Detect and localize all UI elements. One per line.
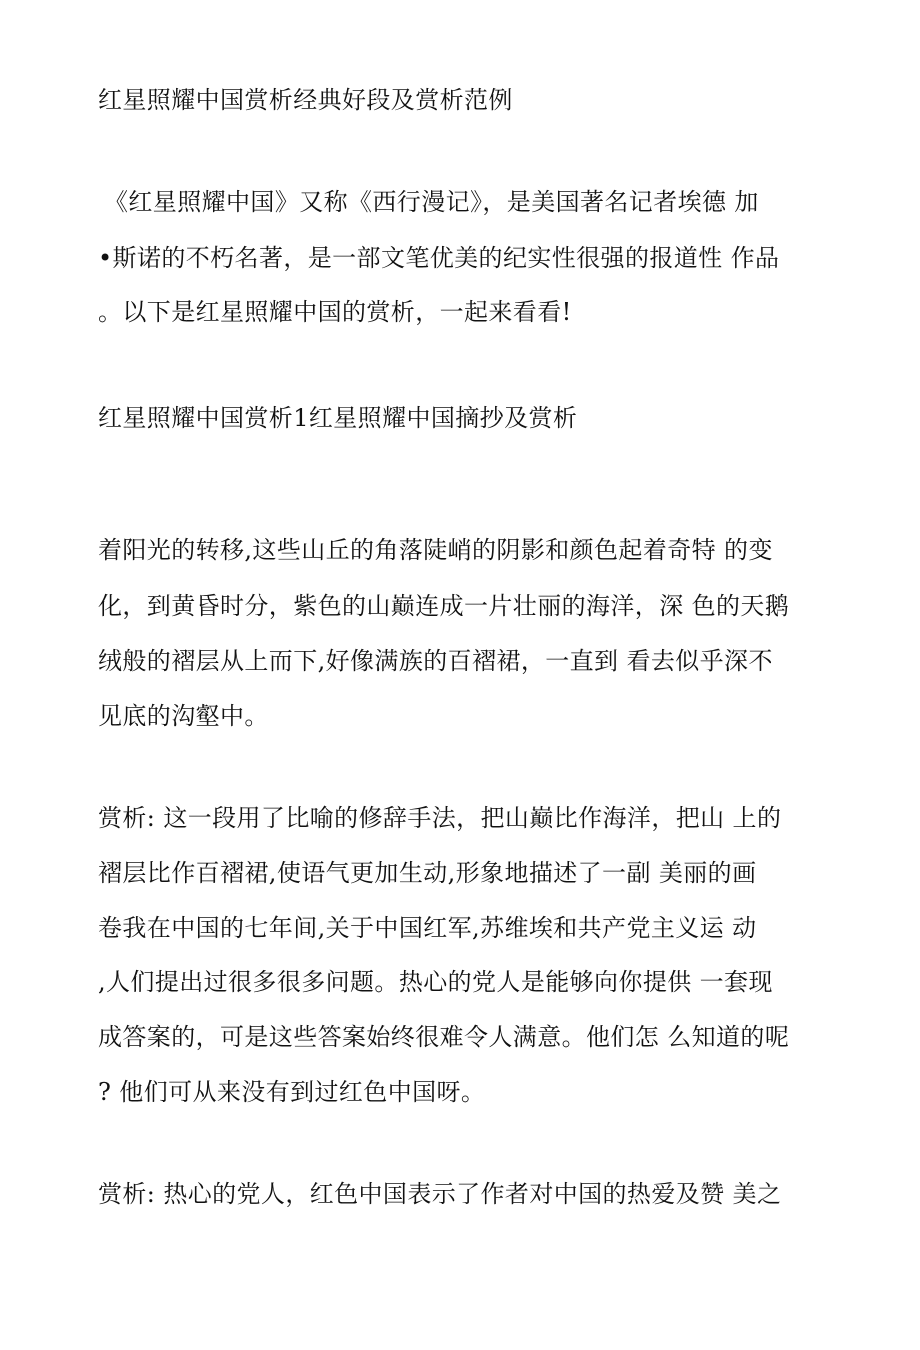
excerpt-line: 化，到黄昏时分，紫色的山巅连成一片壮丽的海洋，深 色的天鹅 [98,592,790,620]
analysis-line: 褶层比作百褶裙,使语气更加生动,形象地描述了一副 美丽的画 [98,859,757,887]
analysis-line: 成答案的，可是这些答案始终很难令人满意。他们怎 么知道的呢 [98,1023,790,1051]
analysis-line: 卷我在中国的七年间,关于中国红军,苏维埃和共产党主义运 动 [98,914,757,942]
intro-line: 《红星照耀中国》又称《西行漫记》，是美国著名记者埃德 加 [104,188,759,216]
analysis-line: 赏析: 热心的党人，红色中国表示了作者对中国的热爱及赞 美之 [98,1180,782,1208]
intro-line: 。以下是红星照耀中国的赏析，一起来看看! [98,298,572,326]
intro-line: •斯诺的不朽名著，是一部文笔优美的纪实性很强的报道性 作品 [98,244,780,272]
excerpt-line: 见底的沟壑中。 [98,702,269,730]
document-title: 红星照耀中国赏析经典好段及赏析范例 [98,86,513,114]
analysis-line: ? 他们可从来没有到过红色中国呀。 [98,1078,486,1106]
analysis-line: 赏析: 这一段用了比喻的修辞手法，把山巅比作海洋，把山 上的 [98,804,782,832]
section-subtitle: 红星照耀中国赏析1红星照耀中国摘抄及赏析 [98,404,578,432]
excerpt-line: 绒般的褶层从上而下,好像满族的百褶裙，一直到 看去似乎深不 [98,647,773,675]
analysis-line: ,人们提出过很多很多问题。热心的党人是能够向你提供 一套现 [98,968,773,996]
excerpt-line: 着阳光的转移,这些山丘的角落陡峭的阴影和颜色起着奇特 的变 [98,536,773,564]
